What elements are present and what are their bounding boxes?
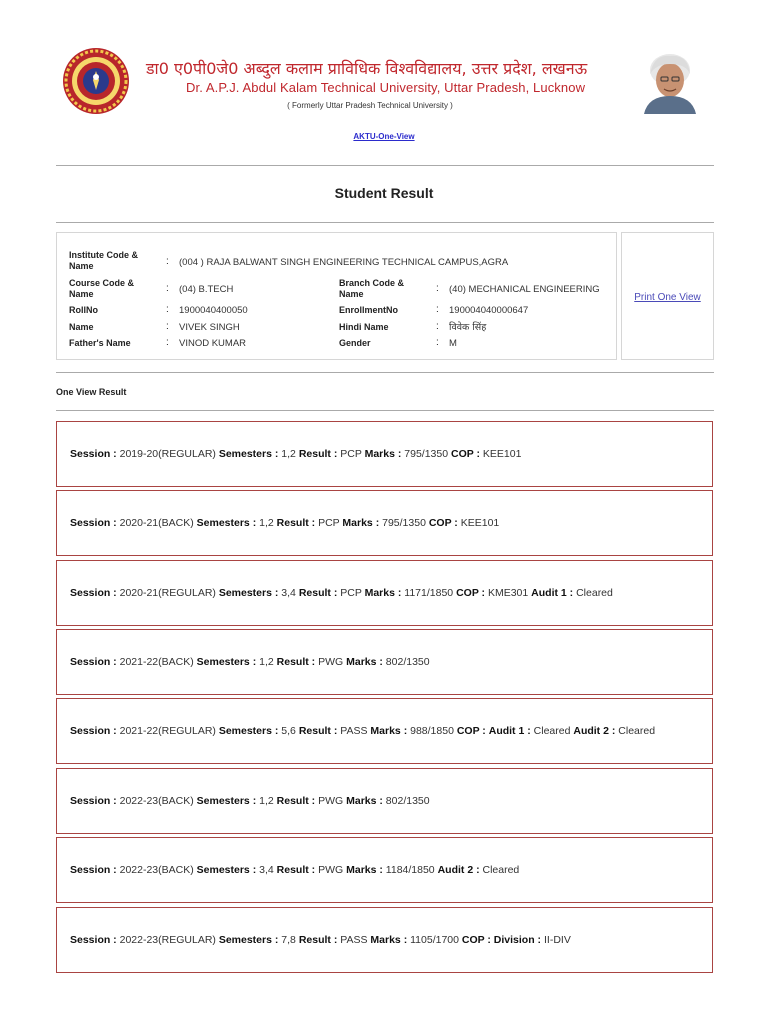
result-field-key: Marks : bbox=[364, 587, 402, 599]
gender-value: M bbox=[449, 338, 457, 349]
result-field-key: Session : bbox=[70, 725, 117, 737]
result-field-key: Session : bbox=[70, 864, 117, 876]
result-field-key: Session : bbox=[70, 795, 117, 807]
result-field-key: Semesters : bbox=[218, 587, 279, 599]
result-field-key: Session : bbox=[70, 517, 117, 529]
print-box bbox=[621, 232, 714, 360]
result-field-key: COP : bbox=[451, 448, 480, 460]
enrollment-value: 190004040000647 bbox=[449, 305, 529, 316]
result-field-key: COP : bbox=[456, 725, 486, 737]
result-field-value: 802/1350 bbox=[385, 656, 430, 668]
result-field-key: Result : bbox=[276, 864, 316, 876]
result-field-value: Cleared bbox=[576, 587, 613, 599]
result-field-value: 1184/1850 bbox=[385, 864, 435, 876]
result-field-key: Session : bbox=[70, 587, 117, 599]
course-label: Course Code & Name bbox=[69, 278, 135, 299]
result-field-key: Result : bbox=[298, 448, 338, 460]
name-value: VIVEK SINGH bbox=[179, 322, 240, 333]
father-name-value: VINOD KUMAR bbox=[179, 338, 247, 349]
result-field-key: Result : bbox=[298, 934, 338, 946]
colon: : bbox=[436, 337, 439, 348]
institute-value: (004 ) RAJA BALWANT SINGH ENGINEERING TECHNICAL CAMPUS,AGRA bbox=[179, 257, 509, 268]
enrollment-label: EnrollmentNo bbox=[339, 305, 399, 315]
result-field-key: Session : bbox=[70, 934, 117, 946]
page-title: Student Result bbox=[334, 185, 434, 201]
course-value: (04) B.TECH bbox=[179, 284, 234, 295]
result-field-key: Result : bbox=[298, 587, 338, 599]
result-field-value: 2019-20(REGULAR) bbox=[119, 448, 216, 460]
result-field-value: Cleared bbox=[533, 725, 571, 737]
formerly-note: ( Formerly Uttar Pradesh Technical University ) bbox=[287, 101, 453, 110]
colon: : bbox=[166, 337, 169, 348]
result-field-value: 802/1350 bbox=[385, 795, 430, 807]
result-field-key: Semesters : bbox=[196, 656, 257, 668]
result-field-value: 3,4 bbox=[281, 587, 296, 599]
result-field-key: COP : bbox=[428, 517, 458, 529]
result-summary bbox=[70, 656, 430, 668]
result-field-value: 1,2 bbox=[259, 656, 274, 668]
result-field-key: COP : bbox=[456, 587, 486, 599]
result-field-value: PWG bbox=[318, 795, 344, 807]
result-field-key: Session : bbox=[70, 448, 117, 460]
result-field-value: PASS bbox=[340, 725, 368, 737]
result-field-value: 1,2 bbox=[259, 795, 274, 807]
result-field-value: 988/1850 bbox=[410, 725, 454, 737]
result-field-key: Marks : bbox=[364, 448, 402, 460]
result-field-value: PWG bbox=[318, 656, 344, 668]
result-card bbox=[56, 837, 713, 903]
colon: : bbox=[166, 283, 169, 294]
result-field-key: Result : bbox=[276, 656, 316, 668]
result-summary bbox=[70, 517, 499, 529]
result-field-key: Marks : bbox=[370, 934, 408, 946]
colon: : bbox=[436, 283, 439, 294]
result-field-value: 2021-22(BACK) bbox=[119, 656, 194, 668]
hindi-name-value: विवेक सिंह bbox=[449, 322, 487, 333]
result-field-key: Marks : bbox=[346, 795, 383, 807]
result-field-value: KEE101 bbox=[482, 448, 522, 460]
result-summary bbox=[70, 795, 430, 807]
result-field-value: PCP bbox=[318, 517, 340, 529]
result-field-key: Marks : bbox=[370, 725, 408, 737]
result-field-value: 2021-22(REGULAR) bbox=[119, 725, 216, 737]
colon: : bbox=[436, 304, 439, 315]
result-field-value: II-DIV bbox=[543, 934, 571, 946]
divider bbox=[56, 410, 714, 411]
result-field-value: 5,6 bbox=[281, 725, 296, 737]
result-field-value: Cleared bbox=[618, 725, 656, 737]
result-field-key: Session : bbox=[70, 656, 117, 668]
colon: : bbox=[166, 256, 169, 267]
page-header bbox=[0, 0, 768, 125]
result-card bbox=[56, 629, 713, 695]
result-field-key: Semesters : bbox=[218, 448, 279, 460]
result-field-key: Semesters : bbox=[196, 795, 257, 807]
university-hindi-title: डा0 ए0पी0जे0 अब्दुल कलाम प्राविधिक विश्वविद्यालय, उत्तर प्रदेश, लखनऊ bbox=[146, 59, 588, 78]
result-field-value: Cleared bbox=[482, 864, 520, 876]
branch-label: Branch Code & Name bbox=[339, 278, 405, 299]
divider bbox=[56, 222, 714, 223]
result-card bbox=[56, 490, 713, 556]
result-field-key: Semesters : bbox=[218, 934, 279, 946]
result-field-value: 3,4 bbox=[259, 864, 274, 876]
result-field-value: 795/1350 bbox=[382, 517, 426, 529]
result-field-value: PWG bbox=[318, 864, 344, 876]
university-english-title: Dr. A.P.J. Abdul Kalam Technical University, Uttar Pradesh, Lucknow bbox=[186, 80, 586, 95]
result-field-value: 1,2 bbox=[259, 517, 274, 529]
result-card bbox=[56, 768, 713, 834]
divider bbox=[56, 372, 714, 373]
branch-value: (40) MECHANICAL ENGINEERING bbox=[449, 284, 600, 295]
aktu-one-view-link[interactable]: AKTU-One-View bbox=[353, 132, 415, 141]
result-field-value: 1,2 bbox=[281, 448, 296, 460]
result-field-key: Audit 2 : bbox=[573, 725, 616, 737]
result-field-value: PASS bbox=[340, 934, 368, 946]
result-field-value: 2022-23(REGULAR) bbox=[119, 934, 216, 946]
result-field-value: 2020-21(BACK) bbox=[119, 517, 194, 529]
result-summary bbox=[70, 725, 655, 737]
result-field-value: 795/1350 bbox=[404, 448, 449, 460]
result-field-key: Semesters : bbox=[218, 725, 279, 737]
name-label: Name bbox=[69, 322, 94, 332]
result-summary bbox=[70, 934, 571, 946]
colon: : bbox=[166, 304, 169, 315]
result-field-key: COP : bbox=[461, 934, 491, 946]
result-summary bbox=[70, 864, 519, 876]
result-field-value: PCP bbox=[340, 587, 362, 599]
result-field-key: Audit 1 : bbox=[488, 725, 531, 737]
result-field-value: 2022-23(BACK) bbox=[119, 864, 194, 876]
result-summary bbox=[70, 448, 521, 460]
result-field-key: Division : bbox=[493, 934, 542, 946]
result-field-key: Result : bbox=[298, 725, 338, 737]
father-name-label: Father's Name bbox=[69, 338, 131, 348]
one-view-result-label: One View Result bbox=[56, 387, 127, 397]
result-field-key: Semesters : bbox=[196, 517, 257, 529]
portrait-icon bbox=[630, 44, 710, 114]
rollno-label: RollNo bbox=[69, 305, 98, 315]
result-field-key: Result : bbox=[276, 517, 316, 529]
result-field-key: Audit 2 : bbox=[437, 864, 480, 876]
result-field-value: 1105/1700 bbox=[410, 934, 459, 946]
result-field-value: 2022-23(BACK) bbox=[119, 795, 194, 807]
result-summary bbox=[70, 587, 613, 599]
result-field-value: 1171/1850 bbox=[404, 587, 454, 599]
institute-label: Institute Code & Name bbox=[69, 250, 138, 271]
divider bbox=[56, 165, 714, 166]
result-card bbox=[56, 421, 713, 487]
colon: : bbox=[436, 321, 439, 332]
result-card bbox=[56, 698, 713, 764]
result-field-key: Semesters : bbox=[196, 864, 257, 876]
result-field-value: PCP bbox=[340, 448, 362, 460]
hindi-name-label: Hindi Name bbox=[339, 322, 389, 332]
colon: : bbox=[166, 321, 169, 332]
result-field-key: Marks : bbox=[346, 656, 383, 668]
result-field-value: KEE101 bbox=[460, 517, 500, 529]
result-card bbox=[56, 907, 713, 973]
result-field-key: Marks : bbox=[346, 864, 383, 876]
rollno-value: 1900040400050 bbox=[179, 305, 248, 316]
result-card bbox=[56, 560, 713, 626]
result-field-value: 2020-21(REGULAR) bbox=[119, 587, 216, 599]
result-field-value: KME301 bbox=[487, 587, 529, 599]
result-field-key: Marks : bbox=[342, 517, 380, 529]
result-field-key: Audit 1 : bbox=[531, 587, 574, 599]
student-info-box bbox=[56, 232, 617, 360]
gender-label: Gender bbox=[339, 338, 371, 348]
print-one-view-link[interactable]: Print One View bbox=[634, 292, 701, 303]
result-field-key: Result : bbox=[276, 795, 316, 807]
result-field-value: 7,8 bbox=[281, 934, 296, 946]
